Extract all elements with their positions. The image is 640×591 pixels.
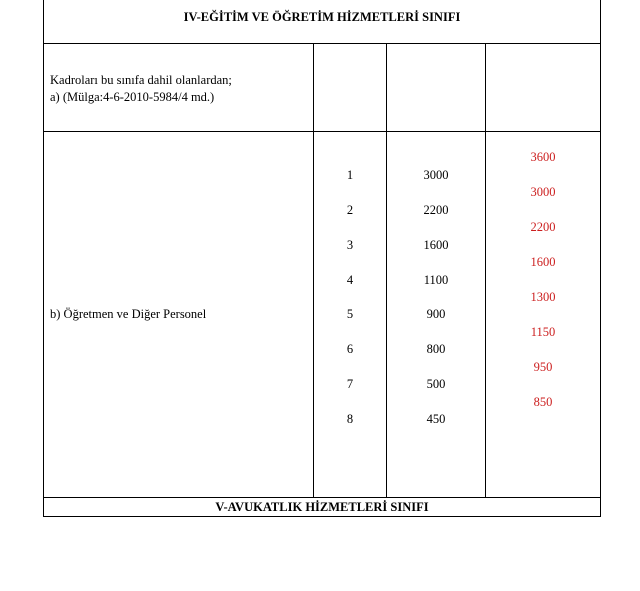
row-b-label: b) Öğretmen ve Diğer Personel <box>50 307 207 321</box>
degree-cell: 7 <box>346 377 354 391</box>
degree-cell: 6 <box>346 342 354 356</box>
amended-indicator-cell: 1600 <box>530 255 556 269</box>
row-a-label: a) (Mülga:4-6-2010-5984/4 md.) <box>50 90 215 104</box>
section-title-v: V-AVUKATLIK HİZMETLERİ SINIFI <box>215 500 429 514</box>
table-border-right <box>600 0 601 517</box>
table-border-left <box>43 0 44 517</box>
section-title-iv: IV-EĞİTİM VE ÖĞRETİM HİZMETLERİ SINIFI <box>183 10 461 24</box>
table-rule <box>43 131 601 132</box>
column-divider <box>313 43 314 498</box>
amended-indicator-cell: 3600 <box>530 150 556 164</box>
amended-indicator-cell: 1300 <box>530 290 556 304</box>
table-border-bottom <box>43 516 601 517</box>
table-rule <box>43 43 601 44</box>
indicator-cell: 800 <box>426 342 446 356</box>
amended-indicator-cell: 950 <box>533 360 553 374</box>
amended-indicator-cell: 2200 <box>530 220 556 234</box>
indicator-cell: 450 <box>426 412 446 426</box>
indicator-cell: 1100 <box>423 273 449 287</box>
amended-indicator-cell: 3000 <box>530 185 556 199</box>
amended-indicator-cell: 1150 <box>530 325 556 339</box>
indicator-cell: 3000 <box>423 168 449 182</box>
indicator-cell: 500 <box>426 377 446 391</box>
degree-cell: 5 <box>346 307 354 321</box>
degree-cell: 1 <box>346 168 354 182</box>
indicator-cell: 900 <box>426 307 446 321</box>
indicator-cell: 1600 <box>423 238 449 252</box>
column-divider <box>386 43 387 498</box>
degree-cell: 3 <box>346 238 354 252</box>
degree-cell: 8 <box>346 412 354 426</box>
row-a-intro: Kadroları bu sınıfa dahil olanlardan; <box>50 73 232 87</box>
amended-indicator-cell: 850 <box>533 395 553 409</box>
indicator-cell: 2200 <box>423 203 449 217</box>
column-divider <box>485 43 486 498</box>
degree-cell: 2 <box>346 203 354 217</box>
table-rule <box>43 497 601 498</box>
degree-cell: 4 <box>346 273 354 287</box>
